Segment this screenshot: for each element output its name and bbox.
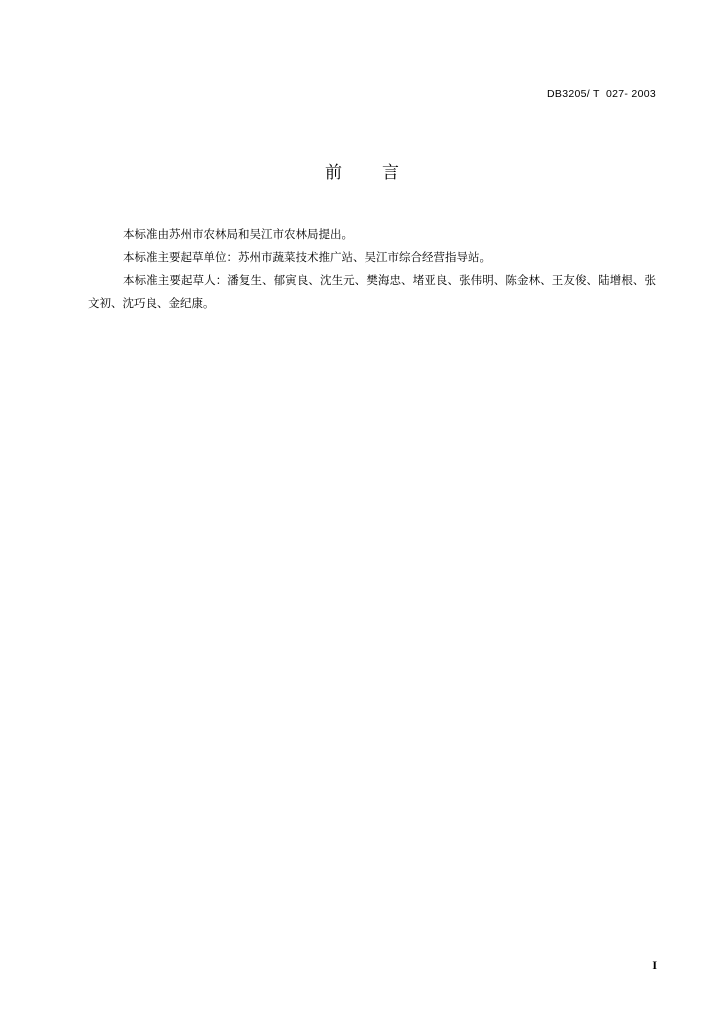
- title-char-1: 前: [325, 163, 342, 183]
- paragraph-drafting-units: 本标准主要起草单位：苏州市蔬菜技术推广站、吴江市综合经营指导站。: [123, 250, 491, 264]
- title-char-2: 言: [382, 163, 399, 183]
- foreword-body: [88, 223, 656, 315]
- page-title: [0, 158, 724, 183]
- paragraph-drafters: 本标准主要起草人：潘复生、郁寅良、沈生元、樊海忠、堵亚良、张伟明、陈金林、王友俊、陆增根、张文初、沈巧良、金纪康。: [88, 273, 656, 310]
- standard-code: DB3205/ T 027- 2003: [547, 88, 656, 100]
- page-number: I: [652, 958, 657, 972]
- paragraph-proposer: 本标准由苏州市农林局和吴江市农林局提出。: [123, 227, 353, 241]
